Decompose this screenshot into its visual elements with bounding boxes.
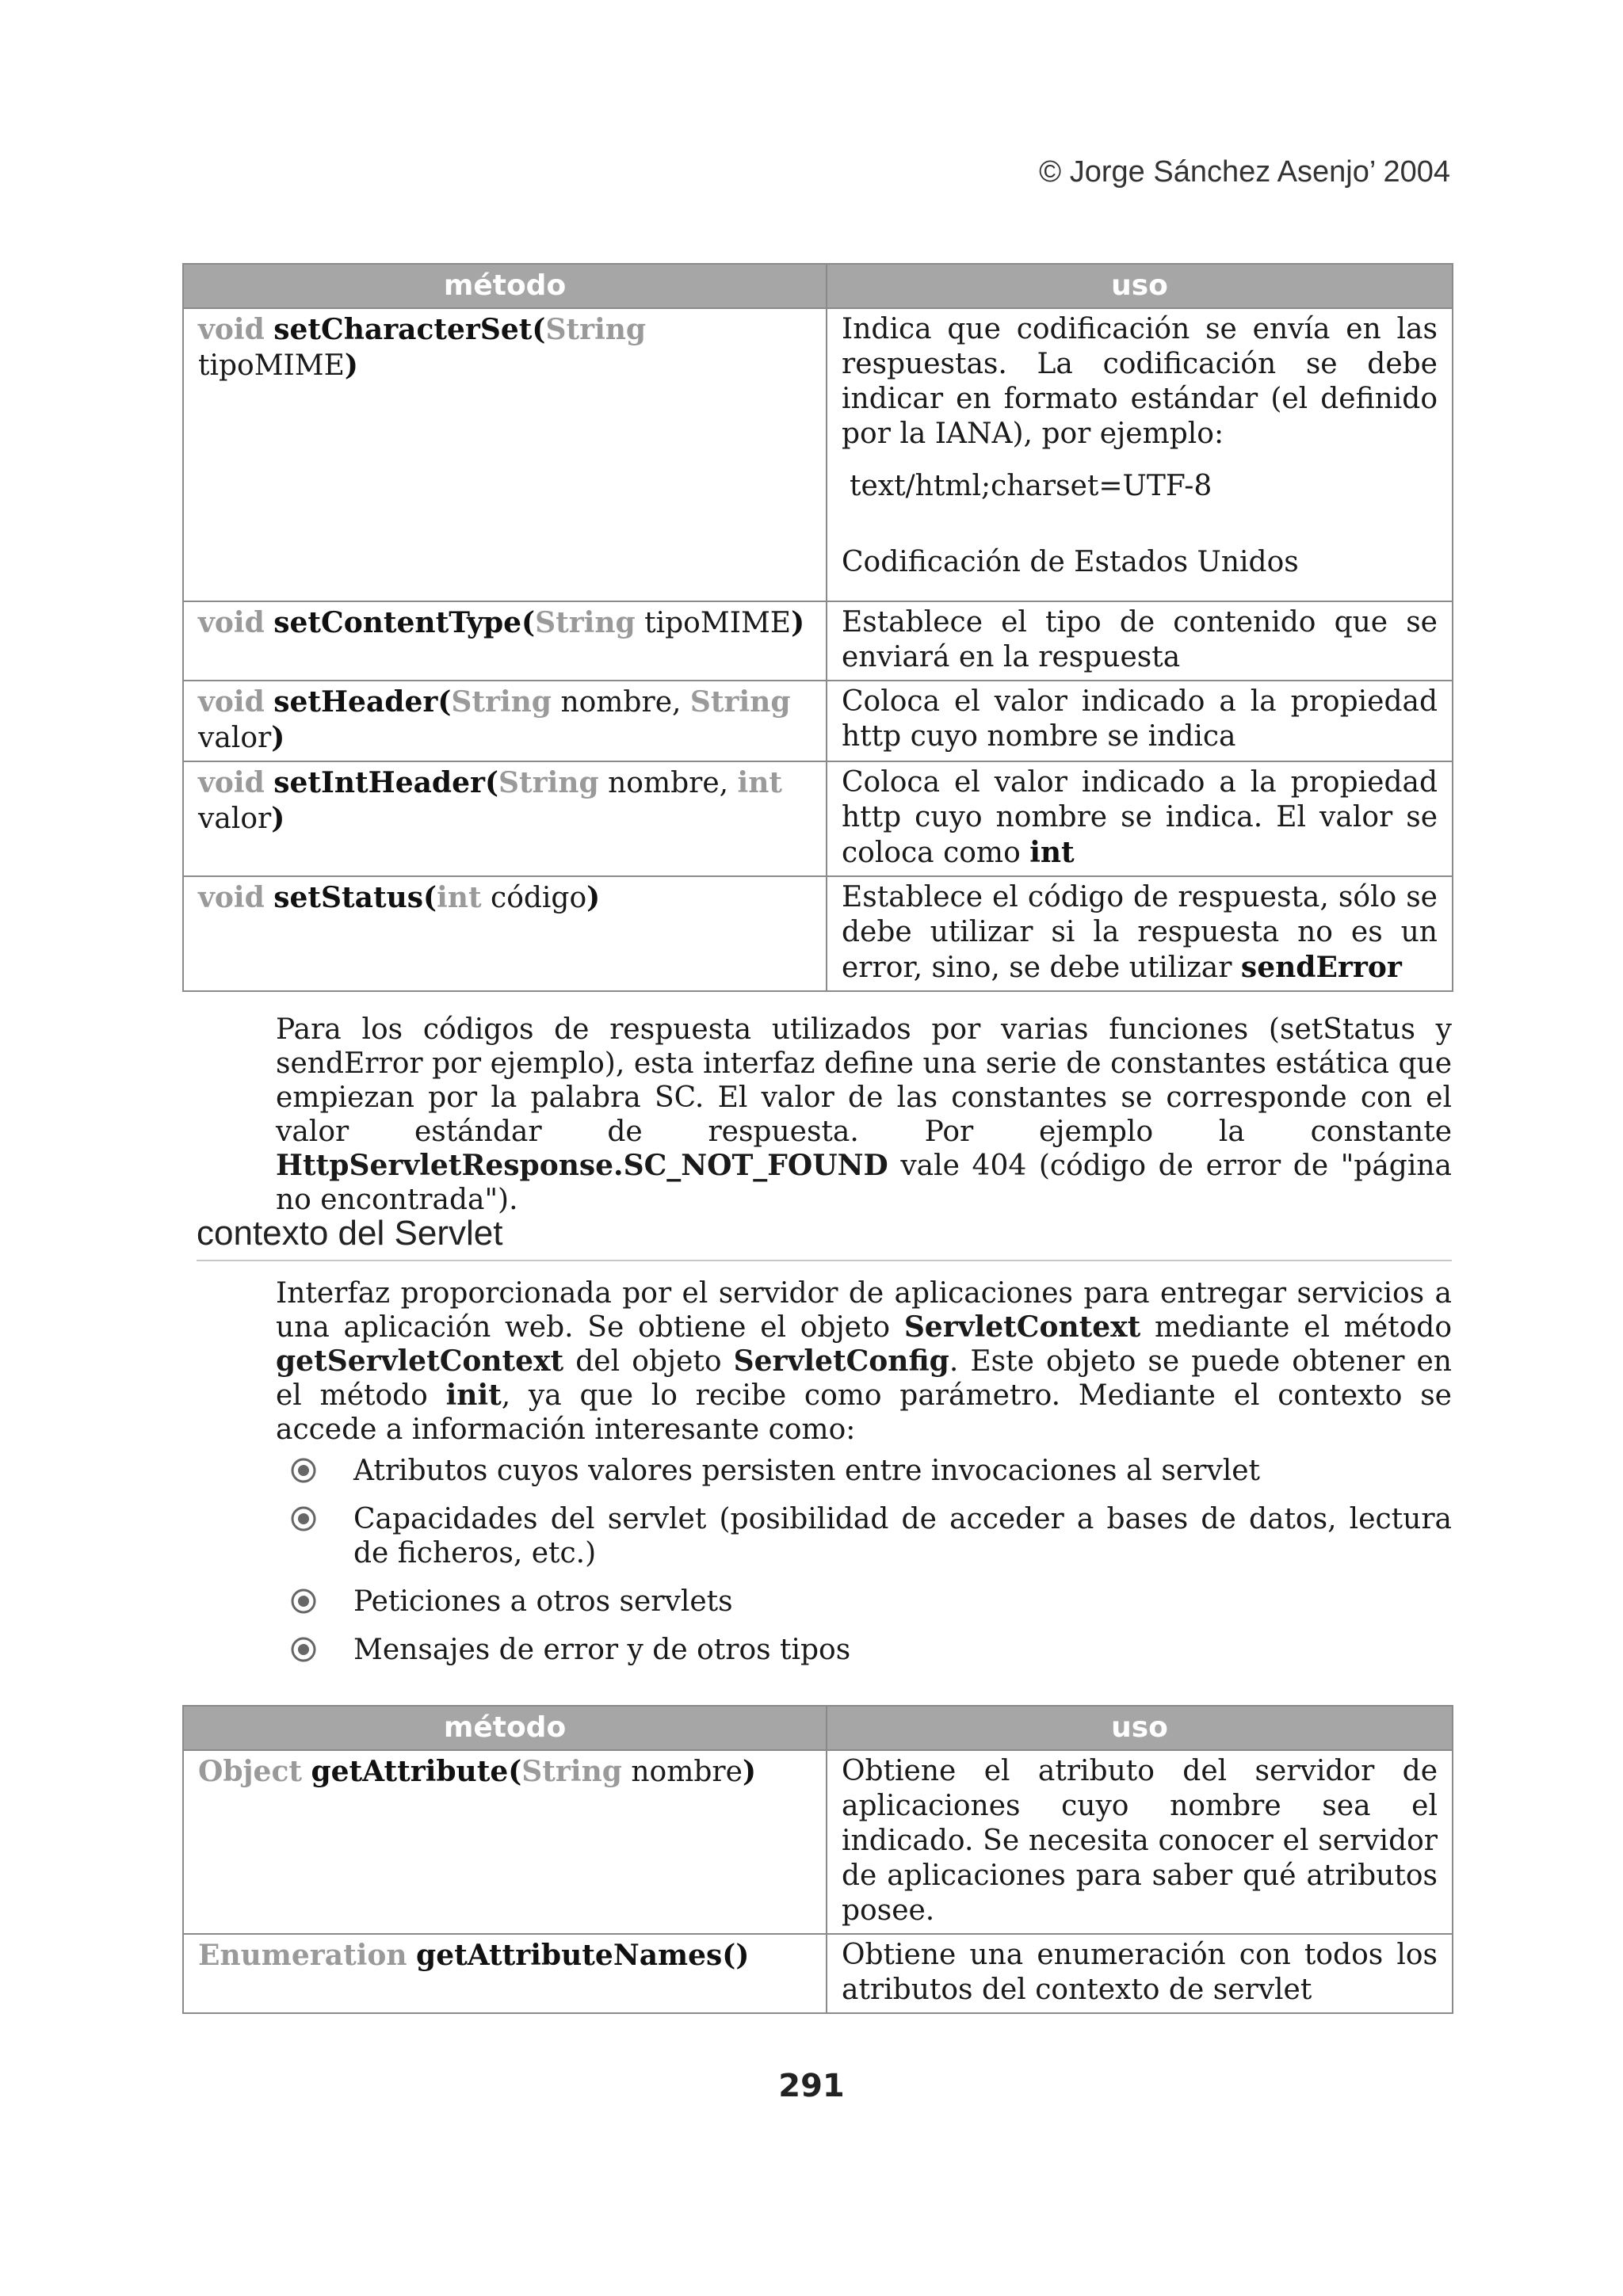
list-item-text: Mensajes de error y de otros tipos <box>353 1634 851 1666</box>
param-type: String <box>689 685 791 719</box>
close-paren: ) <box>271 721 285 754</box>
method-usage: Establece el tipo de contenido que se enviará en la respuesta <box>827 601 1453 681</box>
paragraph-text: del objeto <box>575 1345 722 1378</box>
table-header-row <box>183 1706 1453 1750</box>
method-signature <box>183 876 827 991</box>
keyword: ServletContext <box>903 1310 1141 1344</box>
param-type: String <box>498 766 599 799</box>
method-name: getAttribute( <box>311 1755 522 1788</box>
constant-name: HttpServletResponse.SC_NOT_FOUND <box>276 1149 888 1182</box>
method-usage: Obtiene el atributo del servidor de aplicaciones cuyo nombre sea el indicado. Se necesita conocer el servidor de aplicaciones para saber qué atributos posee. <box>827 1750 1453 1934</box>
param-name: tipoMIME <box>644 607 792 639</box>
return-type: void <box>198 881 265 914</box>
method-usage <box>827 308 1453 601</box>
paragraph-text: . Este objeto se puede obtener en el método <box>276 1345 1452 1412</box>
table-row <box>183 308 1453 601</box>
param-type: String <box>535 606 636 639</box>
bullet-list <box>290 1454 1452 1681</box>
method-name: setIntHeader( <box>273 766 498 799</box>
keyword: getServletContext <box>276 1344 564 1378</box>
method-signature <box>183 601 827 681</box>
return-type: void <box>198 313 265 346</box>
column-header-uso: uso <box>827 1706 1453 1750</box>
table-row <box>183 1934 1453 2013</box>
list-item-text: Capacidades del servlet (posibilidad de acceder a bases de datos, lectura de ficheros, etc.) <box>353 1503 1452 1569</box>
method-signature <box>183 681 827 761</box>
paragraph-text: , ya que lo recibe como parámetro. Mediante el contexto se accede a información interesante como: <box>276 1379 1452 1446</box>
return-type: Enumeration <box>198 1939 407 1972</box>
paragraph-text: mediante el método <box>1155 1311 1452 1344</box>
column-header-metodo: método <box>183 1706 827 1750</box>
section-title: contexto del Servlet <box>197 1214 1452 1261</box>
param-name: nombre, <box>560 686 682 719</box>
radio-bullet-icon <box>290 1505 317 1532</box>
list-item <box>290 1633 1452 1667</box>
method-signature <box>183 1750 827 1934</box>
method-usage: Obtiene una enumeración con todos los atributos del contexto de servlet <box>827 1934 1453 2013</box>
page-header-copyright: © Jorge Sánchez Asenjo’ 2004 <box>1039 155 1450 189</box>
param-type: String <box>451 685 552 719</box>
list-item <box>290 1502 1452 1570</box>
usage-keyword: sendError <box>1240 951 1402 984</box>
method-usage: Coloca el valor indicado a la propiedad http cuyo nombre se indica <box>827 681 1453 761</box>
param-type: String <box>545 313 647 346</box>
column-header-uso: uso <box>827 264 1453 308</box>
param-type: String <box>521 1755 622 1788</box>
table-header-row <box>183 264 1453 308</box>
param-type: int <box>437 881 482 914</box>
table-row <box>183 1750 1453 1934</box>
paragraph-text: Para los códigos de respuesta utilizados por varias funciones (setStatus y sendError por ejemplo), esta interfaz define una serie de constantes estática que empiezan por la palabra SC. El valor de las constantes se corresponde con el valor estándar de respuesta. Por ejemplo la constante <box>276 1013 1452 1148</box>
column-header-metodo: método <box>183 264 827 308</box>
table-row <box>183 876 1453 991</box>
method-name: setCharacterSet( <box>273 313 546 346</box>
param-name: nombre <box>631 1756 743 1788</box>
close-paren: ) <box>742 1755 756 1788</box>
param-name: tipoMIME <box>198 349 345 382</box>
usage-example: text/html;charset=UTF-8 <box>850 470 1212 502</box>
method-signature <box>183 308 827 601</box>
return-type: void <box>198 685 265 719</box>
paragraph-text: vale 404 (código de error de "página no encontrada"). <box>276 1150 1452 1216</box>
usage-text: Indica que codificación se envía en las respuestas. La codificación se debe indicar en formato estándar (el definido por la IANA), por ejemplo: <box>842 313 1438 450</box>
return-type: void <box>198 766 265 799</box>
list-item-text: Atributos cuyos valores persisten entre invocaciones al servlet <box>353 1455 1261 1487</box>
method-name: setContentType( <box>273 606 536 639</box>
param-name: valor <box>198 803 272 835</box>
usage-note: Codificación de Estados Unidos <box>842 546 1299 578</box>
paragraph-text: Interfaz proporcionada por el servidor de aplicaciones para entregar servicios a una aplicación web. Se obtiene el objeto <box>276 1277 1452 1344</box>
paragraph-status-codes <box>276 1013 1452 1217</box>
param-name: nombre, <box>608 767 729 799</box>
radio-bullet-icon <box>290 1457 317 1484</box>
close-paren: ) <box>271 802 285 835</box>
radio-bullet-icon <box>290 1588 317 1615</box>
param-type: int <box>737 766 783 799</box>
table-row <box>183 761 1453 876</box>
list-item-text: Peticiones a otros servlets <box>353 1585 733 1618</box>
keyword: init <box>445 1379 502 1412</box>
list-item <box>290 1454 1452 1488</box>
method-usage <box>827 761 1453 876</box>
method-usage <box>827 876 1453 991</box>
close-paren: ) <box>791 606 805 639</box>
return-type: void <box>198 606 265 639</box>
radio-bullet-icon <box>290 1636 317 1663</box>
return-type: Object <box>198 1755 303 1788</box>
close-paren: ) <box>586 881 601 914</box>
usage-text: Establece el código de respuesta, sólo se debe utilizar si la respuesta no es un error, sino, se debe utilizar <box>842 881 1438 984</box>
methods-table-response <box>182 263 1453 992</box>
method-name: getAttributeNames() <box>416 1939 750 1972</box>
param-name: valor <box>198 722 272 754</box>
close-paren: ) <box>344 349 358 382</box>
param-name: código <box>491 882 587 914</box>
list-item <box>290 1585 1452 1619</box>
keyword: ServletConfig <box>733 1344 949 1378</box>
paragraph-servlet-context <box>276 1276 1452 1447</box>
table-row <box>183 601 1453 681</box>
table-row <box>183 681 1453 761</box>
usage-keyword: int <box>1029 836 1075 869</box>
page-number: 291 <box>778 2068 845 2104</box>
method-signature <box>183 761 827 876</box>
usage-text: Coloca el valor indicado a la propiedad http cuyo nombre se indica. El valor se coloca como <box>842 766 1438 869</box>
method-name: setHeader( <box>273 685 452 719</box>
methods-table-context <box>182 1705 1453 2014</box>
method-signature <box>183 1934 827 2013</box>
method-name: setStatus( <box>273 881 437 914</box>
